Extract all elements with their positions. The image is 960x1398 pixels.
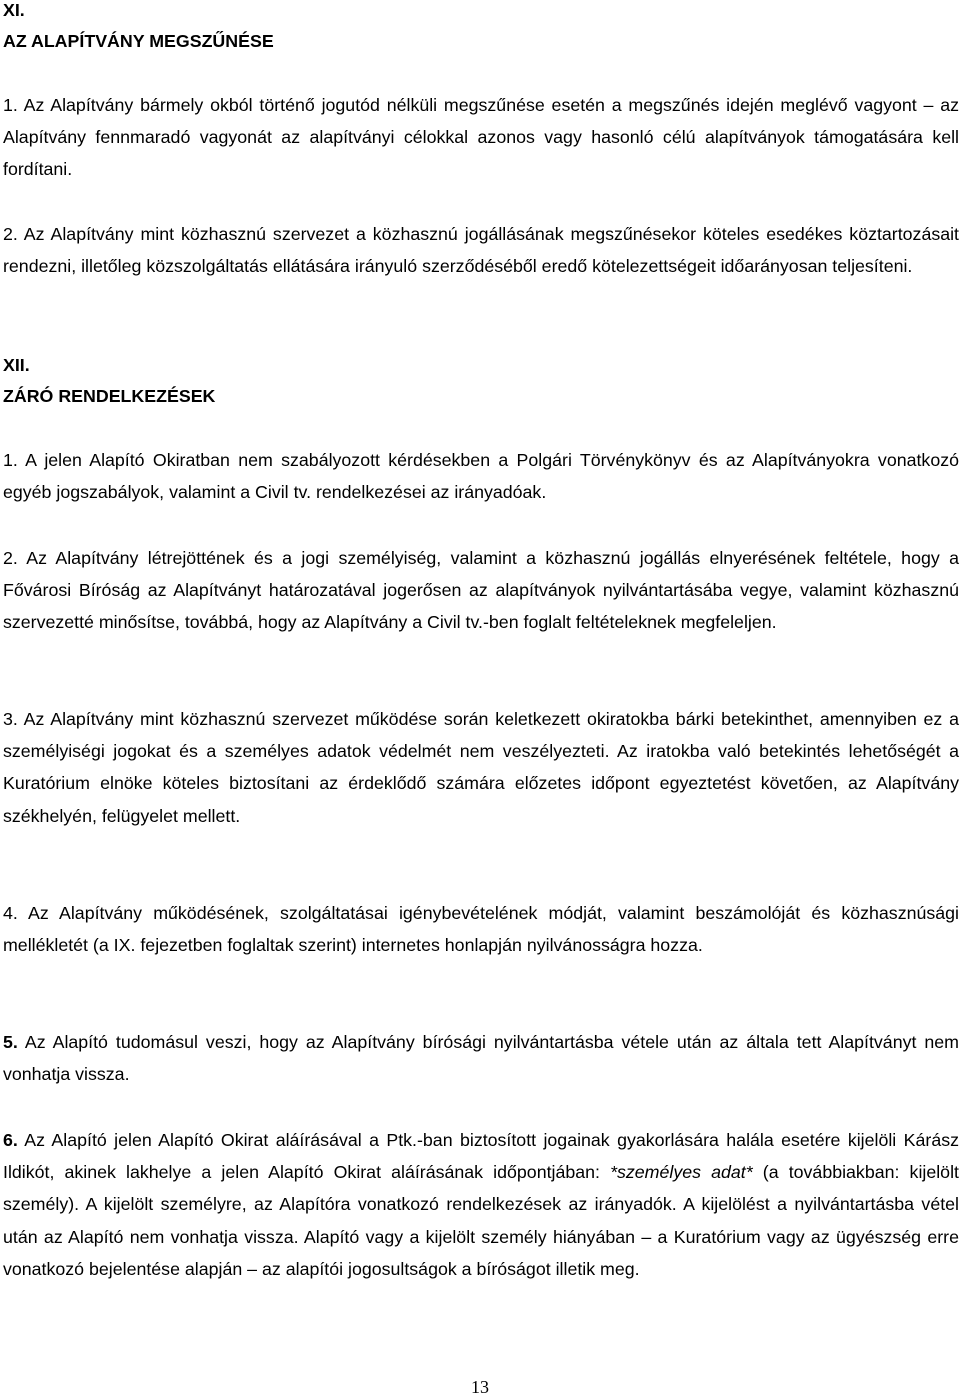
paragraph-text: Az Alapító tudomásul veszi, hogy az Alapítvány bírósági nyilvántartásba vétele után az általa tett Alapítványt nem vonhatja vissza. [3, 1032, 959, 1085]
paragraph-xii-1 [3, 444, 959, 508]
paragraph-xii-4 [3, 897, 959, 961]
paragraph-number: 5. [3, 1032, 18, 1052]
paragraph-text: Az Alapítvány mint közhasznú szervezet működése során keletkezett okiratokba bárki betekinthet, amennyiben ez a személyiségi jogokat és a személyes adatok védelmét nem veszélyezteti. Az iratokba való betekintés lehetőségét a Kuratórium elnöke köteles biztosítani az érdeklődő számára előzetes időpont egyeztetést követően, az Alapítvány székhelyén, felügyelet mellett. [3, 709, 959, 826]
paragraph-xii-2 [3, 542, 959, 639]
paragraph-text: Az Alapítvány létrejöttének és a jogi személyiség, valamint a közhasznú jogállás elnyerésének feltétele, hogy a Fővárosi Bíróság az Alapítványt határozatával jogerősen az alapítványok nyilvántartásába vegye, valamint közhasznú szervezetté minősítse, továbbá, hogy az Alapítvány a Civil tv.-ben foglalt feltételeknek megfeleljen. [3, 548, 959, 633]
paragraph-number: 6. [3, 1130, 18, 1150]
paragraph-number: 2. [3, 548, 18, 568]
redacted-personal-data: *személyes adat* [610, 1162, 753, 1183]
paragraph-number: 2. [3, 224, 18, 244]
paragraph-xi-2 [3, 218, 959, 282]
paragraph-number: 1. [3, 450, 18, 470]
paragraph-number: 3. [3, 709, 18, 729]
paragraph-text: Az Alapítvány működésének, szolgáltatásai igénybevételének módját, valamint beszámolóját és közhasznúsági mellékletét (a IX. fejezetben foglaltak szerint) internetes honlapján nyilvánosságra hozza. [3, 903, 959, 956]
section-title-xii: ZÁRÓ RENDELKEZÉSEK [3, 386, 216, 406]
paragraph-xii-5 [3, 1026, 959, 1090]
section-number-xi: XI. [3, 0, 25, 20]
paragraph-xii-3 [3, 703, 959, 832]
paragraph-number: 4. [3, 903, 18, 923]
paragraph-text: Az Alapító jelen Alapító Okirat aláírásával a Ptk.-ban biztosított jogainak gyakorlására halála esetére kijelöli Kárász Ildikót, akinek lakhelye a jelen Alapító Okirat aláírásának időpontjában: [3, 1130, 959, 1183]
paragraph-number: 1. [3, 95, 18, 115]
paragraph-text-continued: (a továbbiakban: kijelölt személy). A kijelölt személyre, az Alapítóra vonatkozó rendelkezések az irányadók. A kijelölést a nyilvántartásba vétel után az Alapító nem vonhatja vissza. Alapító vagy a kijelölt személy hiányában – a Kuratórium vagy az ügyészség erre vonatkozó bejelentése alapján – az alapítói jogosultságok a bíróságot illetik meg. [3, 1162, 959, 1279]
paragraph-xi-1 [3, 89, 959, 186]
page-number: 13 [471, 1377, 489, 1397]
paragraph-text: A jelen Alapító Okiratban nem szabályozott kérdésekben a Polgári Törvénykönyv és az Alapítványokra vonatkozó egyéb jogszabályok, valamint a Civil tv. rendelkezései az irányadóak. [3, 450, 959, 503]
section-number-xii: XII. [3, 355, 30, 375]
section-title-xi: AZ ALAPÍTVÁNY MEGSZŰNÉSE [3, 31, 274, 51]
paragraph-xii-6 [3, 1124, 959, 1285]
paragraph-text: Az Alapítvány mint közhasznú szervezet a közhasznú jogállásának megszűnésekor köteles esedékes köztartozásait rendezni, illetőleg közszolgáltatás ellátására irányuló szerződéséből eredő kötelezettségeit időarányosan teljesíteni. [3, 224, 959, 277]
paragraph-text: Az Alapítvány bármely okból történő jogutód nélküli megszűnése esetén a megszűnés idején meglévő vagyont – az Alapítvány fennmaradó vagyonát az alapítványi célokkal azonos vagy hasonló célú alapítványok támogatására kell fordítani. [3, 95, 959, 180]
